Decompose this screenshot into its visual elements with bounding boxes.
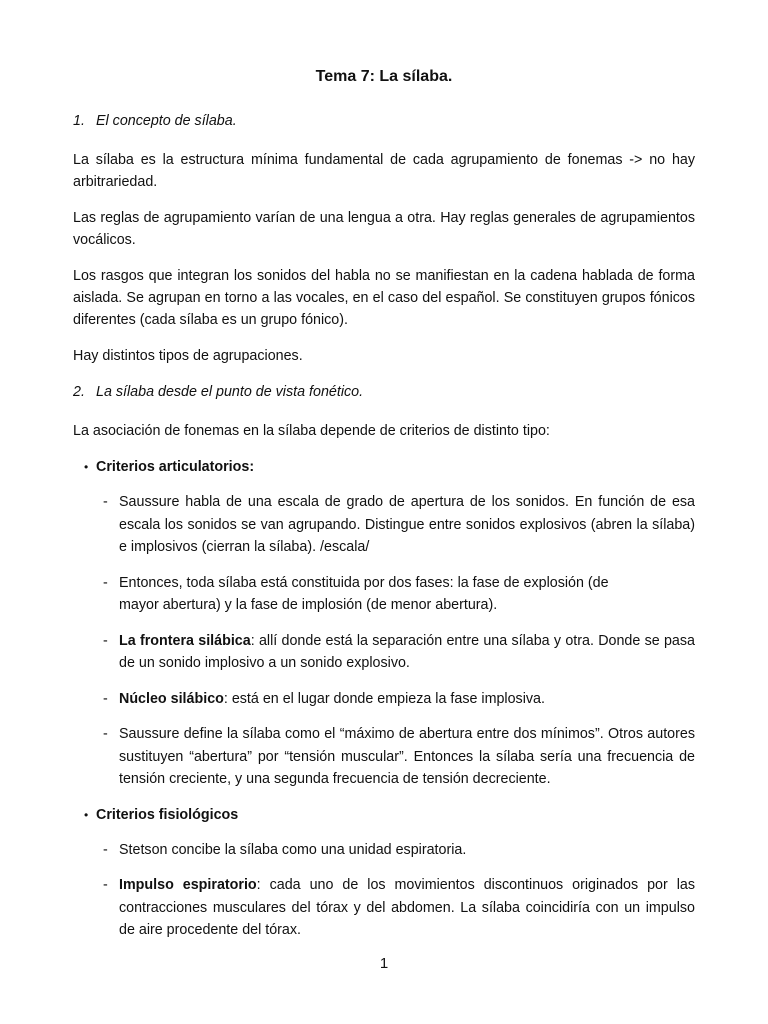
dash-item-term: Impulso espiratorio bbox=[119, 877, 257, 893]
dash-item-text: : allí donde está la separación entre una sílaba y otra. Donde se pasa de un sonido implosivo a un sonido explosivo. bbox=[119, 632, 695, 671]
dash-icon: - bbox=[103, 494, 108, 510]
section-heading-1 bbox=[73, 110, 695, 132]
section-number: 1. bbox=[73, 113, 85, 129]
bullet-icon: • bbox=[84, 460, 89, 474]
dash-item-text: : está en el lugar donde empieza la fase implosiva. bbox=[223, 690, 545, 707]
bullet-icon: • bbox=[84, 807, 89, 822]
dash-item-term: La frontera silábica bbox=[119, 632, 251, 649]
dash-list-item bbox=[73, 723, 695, 791]
paragraph: Las reglas de agrupamiento varían de una lengua a otra. Hay reglas generales de agrupamientos vocálicos. bbox=[73, 210, 695, 248]
document-title: Tema 7: La sílaba. bbox=[315, 68, 453, 85]
dash-list-item bbox=[73, 839, 695, 862]
dash-list-item bbox=[73, 572, 695, 617]
dash-item-text: Saussure define la sílaba como el “máximo de abertura entre dos mínimos”. Otros autores sustituyen “abertura” por “tensión muscular”. Entonces la sílaba sería una frecuencia de tensión creciente, y una segunda frecuencia de tensión decreciente. bbox=[119, 726, 695, 787]
document-body bbox=[73, 110, 695, 955]
dash-list-item bbox=[73, 630, 695, 675]
section-heading-text: El concepto de sílaba. bbox=[96, 113, 237, 129]
dash-icon: - bbox=[103, 574, 108, 591]
dash-icon: - bbox=[103, 726, 108, 742]
page-number: 1 bbox=[379, 955, 389, 972]
dash-icon: - bbox=[103, 690, 108, 707]
bullet-item bbox=[73, 804, 695, 826]
dash-list-item bbox=[73, 874, 695, 942]
dash-item-text: Saussure habla de una escala de grado de apertura de los sonidos. En función de esa escala los sonidos se van agrupando. Distingue entre sonidos explosivos (abren la sílaba) e implosivos (cierran la sílaba). /escala/ bbox=[119, 494, 695, 555]
bullet-label: Criterios articulatorios: bbox=[96, 459, 255, 475]
dash-icon: - bbox=[103, 841, 108, 858]
dash-item-text: Stetson concibe la sílaba como una unidad espiratoria. bbox=[119, 841, 467, 858]
paragraph: La sílaba es la estructura mínima fundamental de cada agrupamiento de fonemas -> no hay arbitrariedad. bbox=[73, 152, 695, 190]
bullet-item bbox=[73, 456, 695, 478]
dash-list-item bbox=[73, 491, 695, 559]
dash-item-term: Núcleo silábico bbox=[119, 690, 224, 707]
section-number: 2. bbox=[73, 384, 85, 400]
dash-list-item bbox=[73, 688, 695, 711]
bullet-label: Criterios fisiológicos bbox=[96, 806, 239, 823]
section-heading-2 bbox=[73, 381, 695, 403]
dash-item-text: : cada uno de los movimientos discontinuos originados por las contracciones musculares del tórax y del abdomen. La sílaba coincidiría con un impulso de aire procedente del tórax. bbox=[119, 877, 696, 938]
dash-item-text-line: mayor abertura) y la fase de implosión (de menor abertura). bbox=[119, 597, 498, 613]
paragraph: Hay distintos tipos de agrupaciones. bbox=[73, 348, 303, 364]
paragraph: La asociación de fonemas en la sílaba depende de criterios de distinto tipo: bbox=[73, 423, 550, 439]
dash-item-text-line: Entonces, toda sílaba está constituida por dos fases: la fase de explosión (de bbox=[119, 574, 609, 591]
paragraph: Los rasgos que integran los sonidos del habla no se manifiestan en la cadena hablada de forma aislada. Se agrupan en torno a las vocales, en el caso del español. Se constituyen grupos fónicos diferentes (cada sílaba es un grupo fónico). bbox=[73, 268, 695, 328]
section-heading-text: La sílaba desde el punto de vista fonético. bbox=[96, 384, 364, 400]
dash-icon: - bbox=[103, 632, 108, 649]
dash-icon: - bbox=[103, 877, 108, 893]
